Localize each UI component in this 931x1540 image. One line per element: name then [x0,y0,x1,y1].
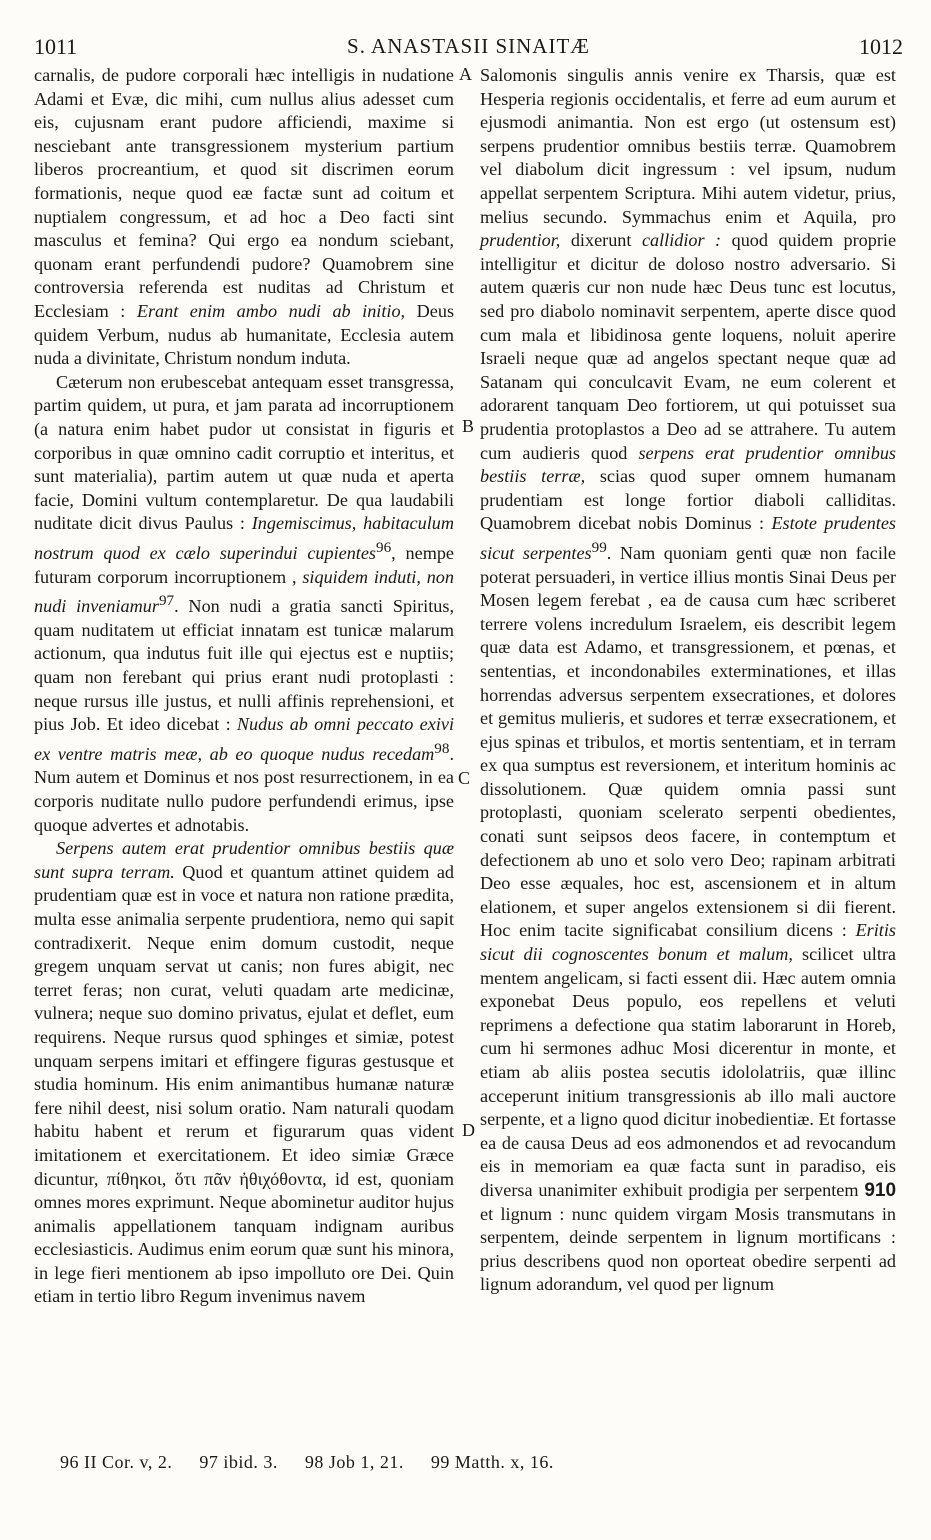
footnotes [60,1452,891,1473]
footnote: 96 II Cor. v, 2. [60,1452,173,1472]
right-column [480,64,896,1297]
left-column [34,64,454,1309]
paragraph: Cæterum non erubescebat antequam esset transgressa, partim quidem, ut pura, et jam parata ad incorruptionem (a natura enim habet pudor ut consistat in figuris et corporibus in quæ omnino cadit corruptio et interitus, et sunt materialia), partim autem ut quæ nuda et aperta facie, Domini vultum contemplaretur. De qua laudabili nuditate dicit divus Paulus : Ingemiscimus, habitaculum nostrum quod ex cælo superindui cupientes$^{96}$, nempe futuram corporum incorruptionem , siquidem induti, non nudi inveniamur$^{97}$. Non nudi a gratia sancti Spiritus, quam nuditatem ut efficiat innatam est tunicæ malarum actionum, qua indutus fuit ille qui ejectus est e nuptiis; quam non ferebant qui prius erant nudi protoplasti : neque rursus ille justus, et nulli affinis reprehensioni, et pius Job. Et ideo dicebat : Nudus ab omni peccato exivi ex ventre matris meæ, ab eo quoque nudus recedam$^{98}$. Num autem et Dominus et nos post resurrectionem, in ea corporis nuditate nullo pudore perfundendi erimus, ipse quoque advertes et adnotabis. [34,371,455,835]
column-number: 910 [864,1179,897,1201]
margin-marker-a: A [459,64,472,84]
margin-marker-b: B [462,416,475,436]
footnote-ref: 98 [434,739,450,757]
footnote-ref: 97 [158,592,175,610]
page-number-right: 1012 [859,34,903,59]
margin-marker-c: C [458,768,471,788]
footnote-ref: 99 [591,538,607,556]
footnote: 98 Job 1, 21. [304,1452,404,1472]
running-title: S. ANASTASII SINAITÆ [347,34,590,58]
footnote-ref: 96 [376,538,392,556]
paragraph: carnalis, de pudore corporali hæc intelligis in nudatione Adami et Evæ, dic mihi, cum nullus alius adesset cum eis, cujusnam erant pudore afficiendi, maxime si nesciebant ante transgressionem mysterium partium liberos procreantium, et quod sit discrimen eorum formationis, neque quod eæ factæ sunt ad coitum et nuptialem congressum, et ad hoc a Deo facti sint masculus et femina? Qui ergo ea nondum sciebant, quonam erant perfundendi pudore? Quamobrem sine controversia referenda est nuditas ad Christum et Ecclesiam : Erant enim ambo nudi ab initio, Deus quidem Verbum, nudus ab humanitate, Ecclesia autem nuda a divinitate, Christum nondum induta. [34,65,455,369]
footnote: 99 Matth. x, 16. [430,1452,554,1472]
margin-marker-d: D [462,1120,475,1140]
page-header [34,34,903,64]
paragraph: Serpens autem erat prudentior omnibus bestiis quæ sunt supra terram. Quod et quantum attinet quidem ad prudentiam quæ est in voce et natura non ratione prædita, multa esse animalia serpente prudentiora, nemo qui sapit contradixerit. Neque enim domum custodit, neque gregem unquam servat ut canis; non fures abigit, nec terret feras; non curat, veluti quadam arte medicinæ, vulnera; neque suo domino privatus, ejulat et deflet, eum requirens. Neque rursus quod sphinges et simiæ, potest unquam serpens imitari et effingere figuras gestusque et studia hominum. His enim animantibus humanæ naturæ fere nihil deest, nisi solum oratio. Nam naturali quodam habitu habent et rerum et figurarum quas vident imitationem et exercitationem. Et ideo simiæ Græce dicuntur, πίθηκοι, ὅτι πᾶν ἠθιχόθοντα, id est, quoniam omnes mores exprimunt. Neque abominetur auditor hujus animalis appellationem tanquam indignam auribus ecclesiasticis. Audimus enim eorum quæ sunt his minora, in lege fieri mentionem ab ipso impolluto ore Dei. Quin etiam in tertio libro Regum invenimus navem [34,838,455,1307]
paragraph: Salomonis singulis annis venire ex Tharsis, quæ est Hesperia regionis occidentalis, et ferre ad eum aurum et ejusmodi animantia. Non est ergo (ut ostensum est) serpens prudentior omnibus bestiis terræ. Quamobrem vel diabolum dicit ingressum : vel ipsum, nudum appellat serpentem Scriptura. Mihi autem videtur, prius, melius secundo. Symmachus enim et Aquila, pro prudentior, dixerunt callidior : quod quidem proprie intelligitur et dicitur de doloso nostro adversario. Si autem quæris cur non nude hæc Deus tunc est locutus, sed pro diabolo nominavit serpentem, aperte disce quod cum mala et libidinosa gente loquens, noluit aperire Israeli neque quæ ad angelos spectant neque quæ ad Satanam qui conculcavit Evam, ne eum colerent et adorarent tanquam Deo fortiorem, ut qui potuisset sua prudentia protoplastos a Deo ad se attrahere. Tu autem cum audieris quod serpens erat prudentior omnibus bestiis terræ, scias quod super omnem humanam prudentiam est longe fortior diaboli calliditas. Quamobrem dicebat nobis Dominus : Estote prudentes sicut serpentes$^{99}$. Nam quoniam genti quæ non facile poterat persuaderi, in vertice illius montis Sinai Deus per Mosen legem ferebat , ea de causa cum hæc scriberet terrere volens incredulum Israelem, eis describit legem quæ data est Adamo, et transgressionem, et pœnas, et sententias, et incondonabiles exterminationes, et illas horrendas adversus serpentem exsecrationes, et dolores et gemitus mulieris, et sudores et terræ exsecrationem, et ejus spinas et tribulos, et mortis sententiam, et in terram ex qua sumptus est reversionem, et interitum hominis ac dissolutionem. Quæ quidem omnia passi sunt protoplasti, quoniam scelerato serpenti obedientes, conati sunt seipsos deos facere, in contemptum et defectionem ab uno et solo vero Deo; rapinam arbitrati Deo esse æquales, hoc est, ascensionem et in altum elationem, et super angelos extensionem si dii fierent. Hoc enim tacite significabat consilium dicens : Eritis sicut dii cognoscentes bonum et malum, scilicet ultra mentem angelicam, si facti essent dii. Hæc autem omnia exponebat Deus populo, eos repellens et veluti reprimens a defectione qua statim laborarunt in Horeb, cum hi sermones adhuc Mosi dicerentur in monte, et etiam ab aliis postea secutis idololatriis, quæ illinc acceperunt initium transgressionis ab illo mali auctore serpente, et a ligno quod dicitur inobedientiæ. Et fortasse ea de causa Deus ad eos admonendos et ad revocandum eis in memoriam ea quæ facta sunt in paradiso, eis diversa unanimiter exhibuit prodigia per serpentem 910 et lignum : nunc quidem virgam Mosis transmutans in serpentem, deinde serpentem in lignum mortificans : prius describens quod non oporteat obedire serpenti ad lignum adorandum, vel quod per lignum [480,65,897,1295]
footnote: 97 ibid. 3. [199,1452,278,1472]
page-number-left: 1011 [34,34,78,59]
